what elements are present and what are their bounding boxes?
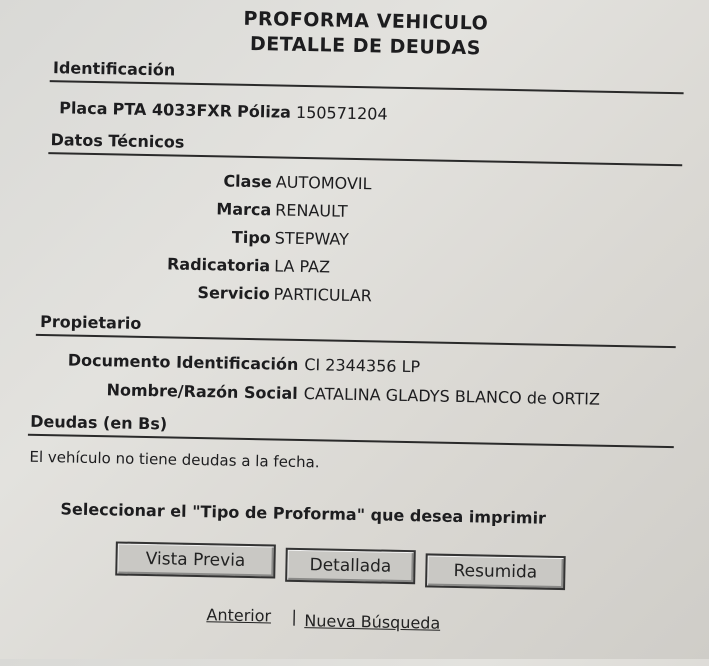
tech-field-tipo-value: STEPWAY — [274, 228, 350, 249]
link-separator: | — [291, 606, 298, 626]
deudas-message: El vehículo no tiene deudas a la fecha. — [29, 447, 320, 472]
nombre-label: Nombre/Razón Social — [106, 380, 298, 403]
tech-field-radicatoria-label: Radicatoria — [166, 254, 271, 276]
placa-label: Placa — [59, 98, 108, 119]
section-divider — [36, 334, 676, 348]
documento-value: CI 2344356 LP — [304, 355, 421, 377]
anterior-link[interactable]: Anterior — [206, 605, 272, 626]
nombre-value: CATALINA GLADYS BLANCO de ORTIZ — [303, 384, 601, 409]
documento-label: Documento Identificación — [67, 350, 299, 374]
tech-field-radicatoria-value: LA PAZ — [274, 256, 331, 277]
proforma-prompt: Seleccionar el "Tipo de Proforma" que desea imprimir — [60, 499, 547, 528]
placa-value: PTA 4033FXR — [112, 99, 233, 121]
page-subtitle: DETALLE DE DEUDAS — [249, 32, 482, 60]
poliza-value: 150571204 — [295, 102, 388, 124]
vista-previa-button[interactable]: Vista Previa — [115, 541, 276, 578]
section-identificacion-heading: Identificación — [52, 58, 176, 80]
tech-field-marca-label: Marca — [216, 199, 272, 220]
section-datos-tecnicos-heading: Datos Técnicos — [50, 130, 185, 152]
placa-poliza-row — [59, 98, 388, 123]
section-deudas-heading: Deudas (en Bs) — [29, 411, 168, 434]
tech-field-marca-value: RENAULT — [275, 200, 348, 221]
section-divider — [28, 434, 674, 448]
resumida-button[interactable]: Resumida — [425, 553, 566, 590]
section-divider — [48, 152, 682, 166]
page-title: PROFORMA VEHICULO — [243, 7, 489, 35]
poliza-label: Póliza — [236, 101, 292, 122]
tech-field-servicio-value: PARTICULAR — [273, 284, 373, 306]
tech-field-servicio-label: Servicio — [197, 282, 270, 304]
tech-field-tipo-label: Tipo — [231, 227, 271, 248]
section-propietario-heading: Propietario — [39, 311, 142, 333]
nueva-busqueda-link[interactable]: Nueva Búsqueda — [304, 611, 441, 633]
detallada-button[interactable]: Detallada — [285, 548, 416, 584]
tech-field-clase-value: AUTOMOVIL — [275, 172, 372, 194]
tech-field-clase-label: Clase — [223, 171, 273, 192]
section-divider — [50, 80, 684, 94]
